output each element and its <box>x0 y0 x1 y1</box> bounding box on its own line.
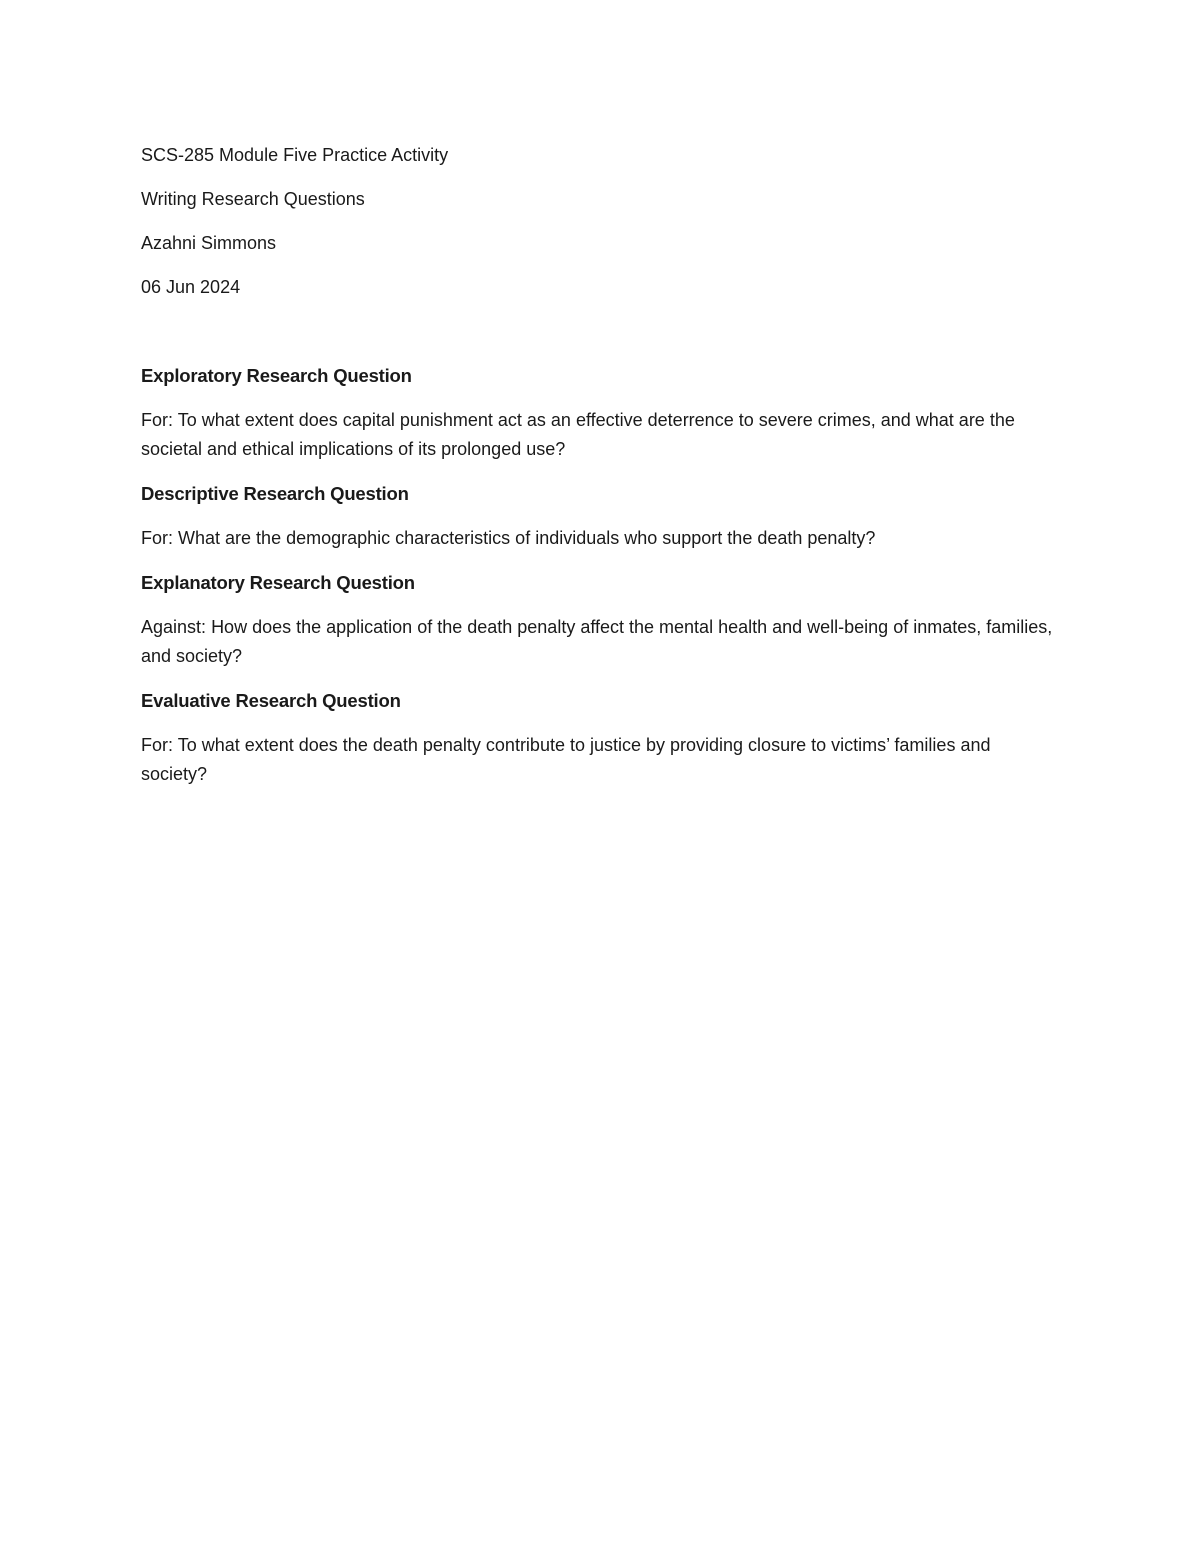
section-body <box>141 524 1061 553</box>
section-exploratory <box>141 361 1061 464</box>
document-date: 06 Jun 2024 <box>141 277 241 297</box>
section-explanatory <box>141 568 1061 671</box>
section-heading: Descriptive Research Question <box>141 483 409 504</box>
question-text: To what extent does the death penalty contribute to justice by providing closure to victims’ families and society? <box>141 735 991 784</box>
section-body <box>141 613 1061 671</box>
question-text: To what extent does capital punishment act as an effective deterrence to severe crimes, and what are the societal and ethical implications of its prolonged use? <box>141 410 1015 459</box>
section-heading: Exploratory Research Question <box>141 365 412 386</box>
stance-label: For: <box>141 528 174 548</box>
section-body <box>141 731 1061 789</box>
stance-label: For: <box>141 410 174 430</box>
author-name: Azahni Simmons <box>141 233 277 253</box>
document-content <box>141 141 1061 804</box>
section-heading: Evaluative Research Question <box>141 690 401 711</box>
stance-label: For: <box>141 735 174 755</box>
question-text: How does the application of the death penalty affect the mental health and well-being of inmates, families, and society? <box>141 617 1053 666</box>
assignment-title: Writing Research Questions <box>141 189 365 209</box>
header-spacer <box>141 317 1061 361</box>
section-body <box>141 406 1061 464</box>
course-title: SCS-285 Module Five Practice Activity <box>141 145 449 165</box>
section-descriptive <box>141 479 1061 553</box>
section-heading: Explanatory Research Question <box>141 572 415 593</box>
stance-label: Against: <box>141 617 207 637</box>
section-evaluative <box>141 686 1061 789</box>
question-text: What are the demographic characteristics of individuals who support the death penalty? <box>178 528 876 548</box>
